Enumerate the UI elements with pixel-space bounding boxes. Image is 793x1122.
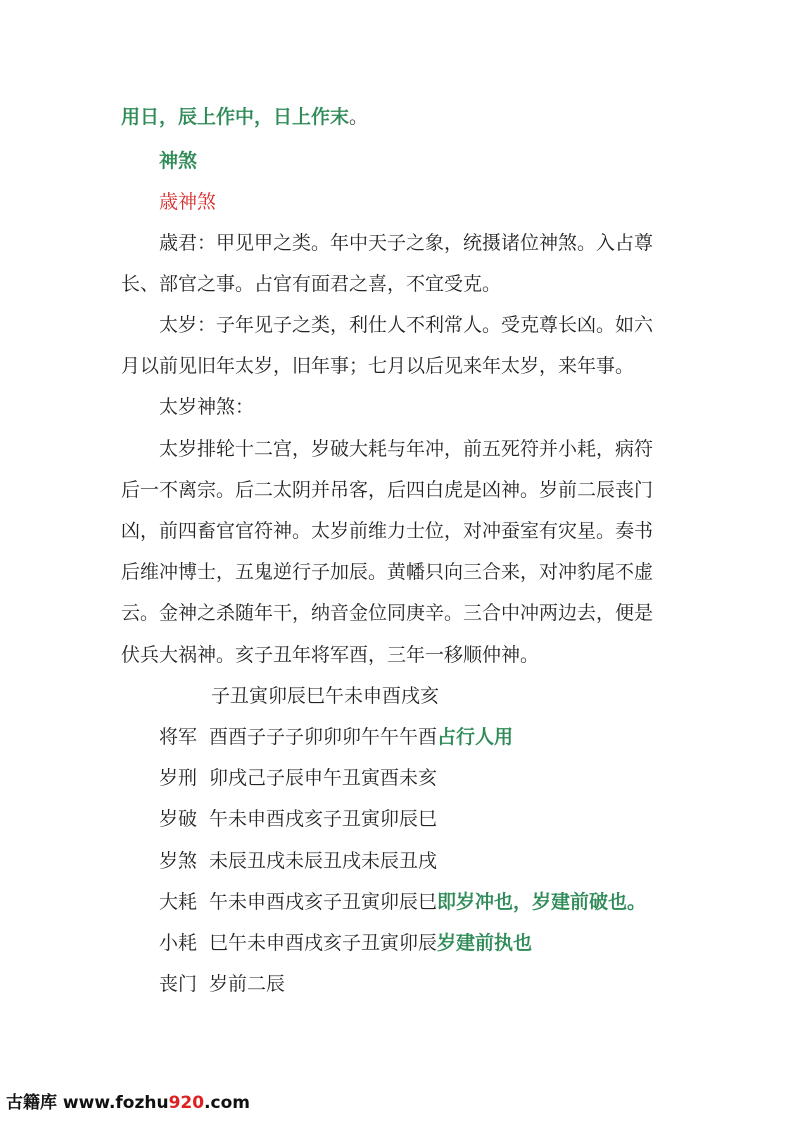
row-values: 巳午未申酉戌亥子丑寅卯辰	[209, 932, 438, 954]
paragraph-line: 云。金神之杀随年干，纳音金位同庚辛。三合中冲两边去，便是	[121, 602, 654, 624]
row-values: 午未申酉戌亥子丑寅卯辰巳	[209, 891, 438, 913]
row-note: 岁建前执也	[437, 932, 533, 954]
table-row	[159, 807, 719, 831]
row-note: 占行人用	[437, 726, 514, 748]
footer-suffix: .com	[204, 1093, 251, 1113]
row-label: 将军	[159, 726, 198, 748]
paragraph-line: 长、部官之事。占官有面君之喜，不宜受克。	[121, 273, 502, 295]
table-row	[159, 849, 719, 873]
row-values: 岁前二辰	[209, 973, 286, 995]
footer-watermark	[6, 1088, 250, 1113]
row-values: 酉酉子子子卯卯卯午午午酉	[209, 726, 438, 748]
paragraph-line: 月以前见旧年太岁，旧年事；七月以后见来年太岁，来年事。	[121, 355, 635, 377]
row-label: 丧门	[159, 973, 198, 995]
paragraph-line: 伏兵大祸神。亥子丑年将军酉，三年一移顺仲神。	[121, 644, 540, 666]
table-row	[159, 931, 719, 955]
section-title: 神煞	[159, 150, 198, 172]
row-values: 卯戌己子辰申午丑寅酉未亥	[209, 767, 438, 789]
row-label: 小耗	[159, 932, 198, 954]
row-label: 岁破	[159, 808, 198, 830]
row-values: 未辰丑戌未辰丑戌未辰丑戌	[209, 850, 438, 872]
paragraph-line: 凶，前四畜官官符神。太岁前维力士位，对冲蚕室有灾星。奏书	[121, 520, 654, 542]
row-values: 午未申酉戌亥子丑寅卯辰巳	[209, 808, 438, 830]
paragraph-line: 歳君：甲见甲之类。年中天子之象，统摄诸位神煞。入占尊	[159, 232, 654, 254]
row-label: 岁刑	[159, 767, 198, 789]
table-row	[159, 725, 719, 749]
subsection-title: 歳神煞	[159, 191, 217, 213]
row-note: 即岁冲也，岁建前破也。	[437, 891, 647, 913]
heading-suffix: 。	[349, 106, 369, 128]
table-row	[159, 890, 719, 914]
paragraph-line: 太岁：子年见子之类，利仕人不利常人。受克尊长凶。如六	[159, 314, 654, 336]
heading-text: 用日，辰上作中，日上作末	[121, 106, 350, 128]
paragraph-line: 后一不离宗。后二太阴并吊客，后四白虎是凶神。岁前二辰丧门	[121, 479, 654, 501]
paragraph-line: 太岁神煞：	[159, 396, 255, 418]
footer-number: 920	[168, 1093, 205, 1113]
table-row	[159, 766, 719, 790]
table-header: 子丑寅卯辰巳午未申酉戌亥	[211, 685, 440, 707]
heading-line	[121, 105, 681, 129]
paragraph-line: 太岁排轮十二宫，岁破大耗与年冲，前五死符并小耗，病符	[159, 438, 654, 460]
footer-brand: 古籍库 www.fozhu	[6, 1093, 169, 1113]
paragraph-line: 后维冲博士，五鬼逆行子加辰。黄幡只向三合来，对冲豹尾不虚	[121, 561, 654, 583]
row-label: 大耗	[159, 891, 198, 913]
table-row	[159, 972, 719, 996]
row-label: 岁煞	[159, 850, 198, 872]
